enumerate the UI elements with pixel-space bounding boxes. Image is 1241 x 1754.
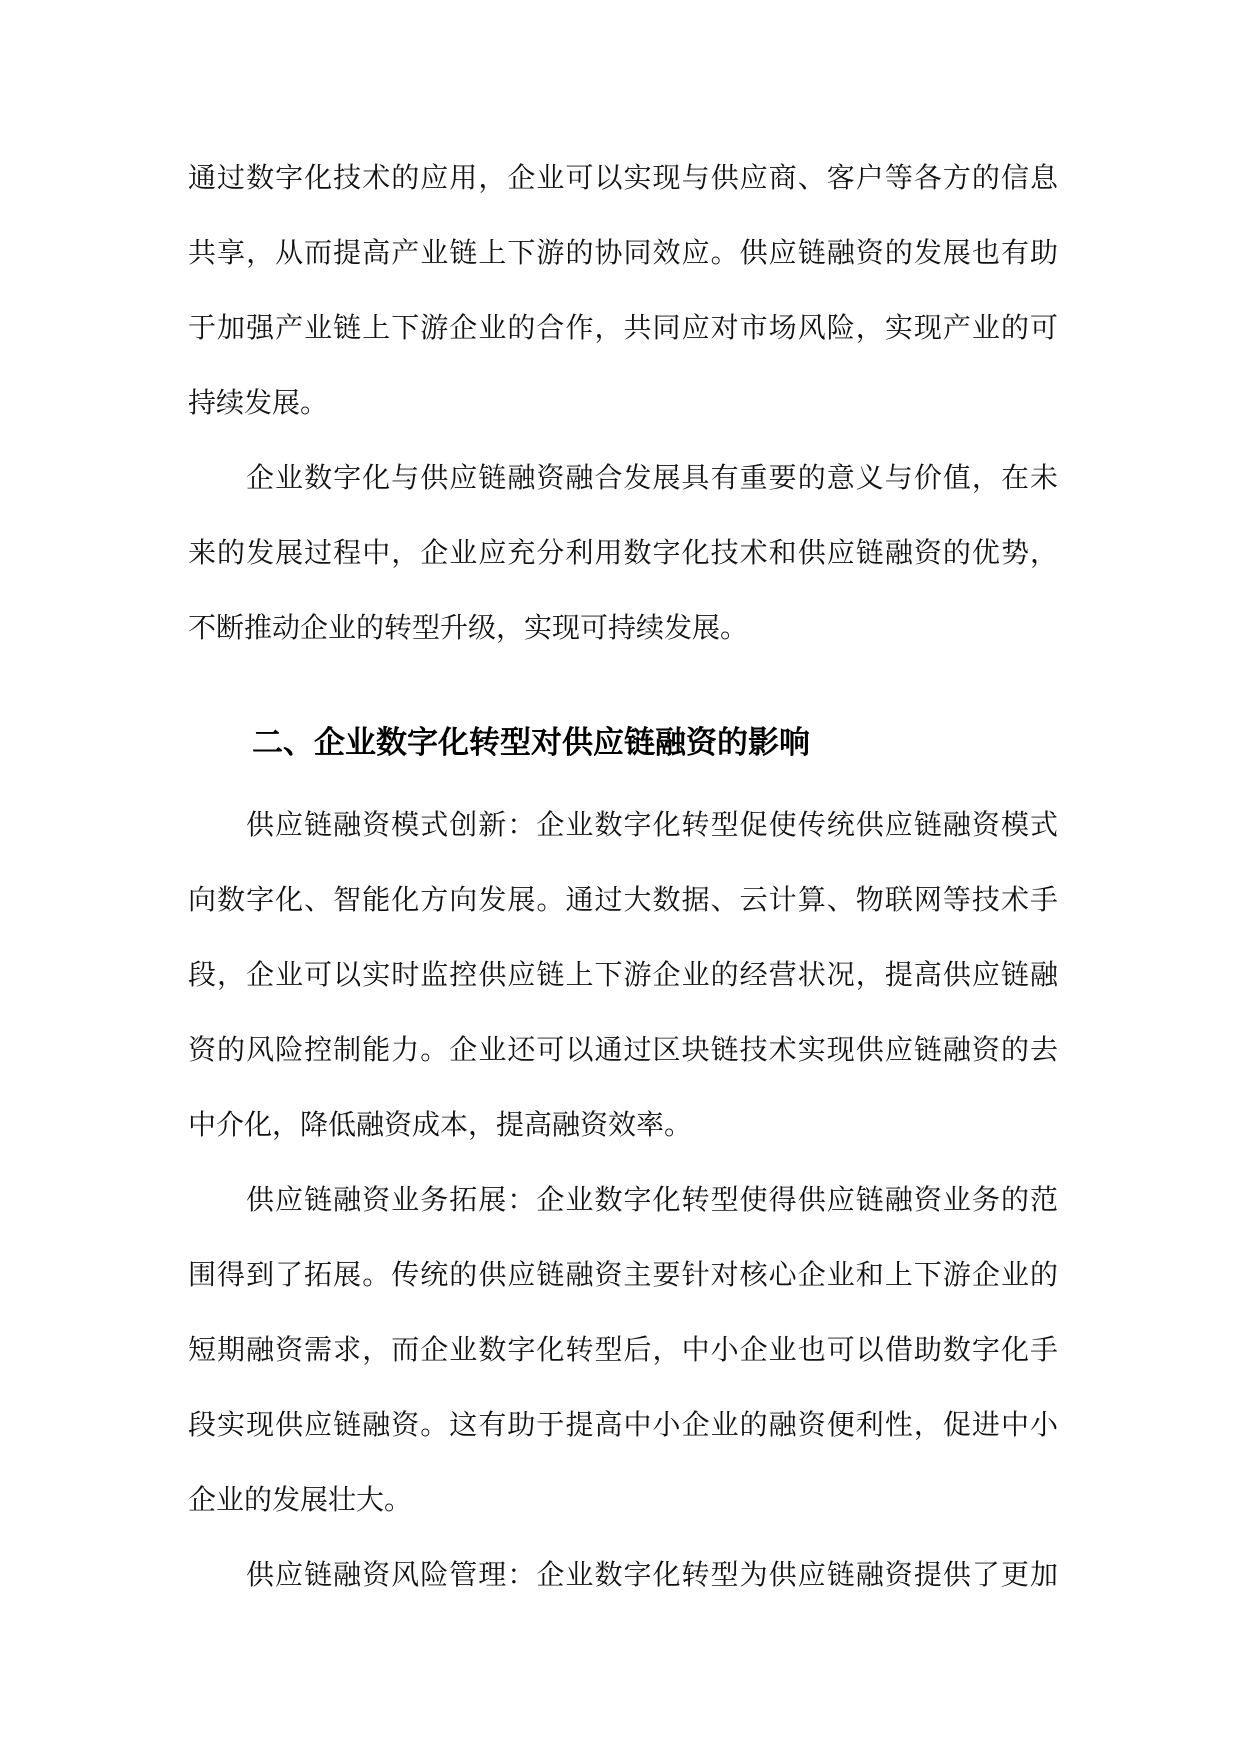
paragraph-line: 企业的发展壮大。 <box>188 1483 413 1516</box>
paragraph-line: 中介化，降低融资成本，提高融资效率。 <box>188 1108 693 1141</box>
paragraph-line: 资的风险控制能力。企业还可以通过区块链技术实现供应链融资的去 <box>188 1033 1058 1066</box>
paragraph-line: 供应链融资业务拓展：企业数字化转型使得供应链融资业务的范 <box>246 1183 1058 1216</box>
paragraph <box>188 440 1058 665</box>
paragraph-line: 供应链融资模式创新：企业数字化转型促使传统供应链融资模式 <box>246 808 1058 841</box>
paragraph-line: 持续发展。 <box>188 386 329 419</box>
paragraph-line: 供应链融资风险管理：企业数字化转型为供应链融资提供了更加 <box>246 1558 1058 1591</box>
paragraph-line: 不断推动企业的转型升级，实现可持续发展。 <box>188 611 749 644</box>
paragraph-line: 来的发展过程中，企业应充分利用数字化技术和供应链融资的优势， <box>188 536 1058 569</box>
document-body <box>188 140 1058 1612</box>
section-heading: 二、企业数字化转型对供应链融资的影响 <box>252 725 810 761</box>
paragraph-line: 通过数字化技术的应用，企业可以实现与供应商、客户等各方的信息 <box>188 161 1058 194</box>
paragraph <box>188 1537 1058 1612</box>
paragraph-line: 围得到了拓展。传统的供应链融资主要针对核心企业和上下游企业的 <box>188 1258 1058 1291</box>
paragraph <box>188 787 1058 1162</box>
paragraph-line: 于加强产业链上下游企业的合作，共同应对市场风险，实现产业的可 <box>188 311 1058 344</box>
paragraph-line: 短期融资需求，而企业数字化转型后，中小企业也可以借助数字化手 <box>188 1333 1058 1366</box>
paragraph-line: 共享，从而提高产业链上下游的协同效应。供应链融资的发展也有助 <box>188 236 1058 269</box>
paragraph <box>188 140 1058 440</box>
paragraph-line: 企业数字化与供应链融资融合发展具有重要的意义与价值，在未 <box>246 461 1058 494</box>
paragraph-line: 向数字化、智能化方向发展。通过大数据、云计算、物联网等技术手 <box>188 883 1058 916</box>
paragraph-line: 段，企业可以实时监控供应链上下游企业的经营状况，提高供应链融 <box>188 958 1058 991</box>
paragraph <box>188 1162 1058 1537</box>
paragraph-line: 段实现供应链融资。这有助于提高中小企业的融资便利性，促进中小 <box>188 1408 1058 1441</box>
